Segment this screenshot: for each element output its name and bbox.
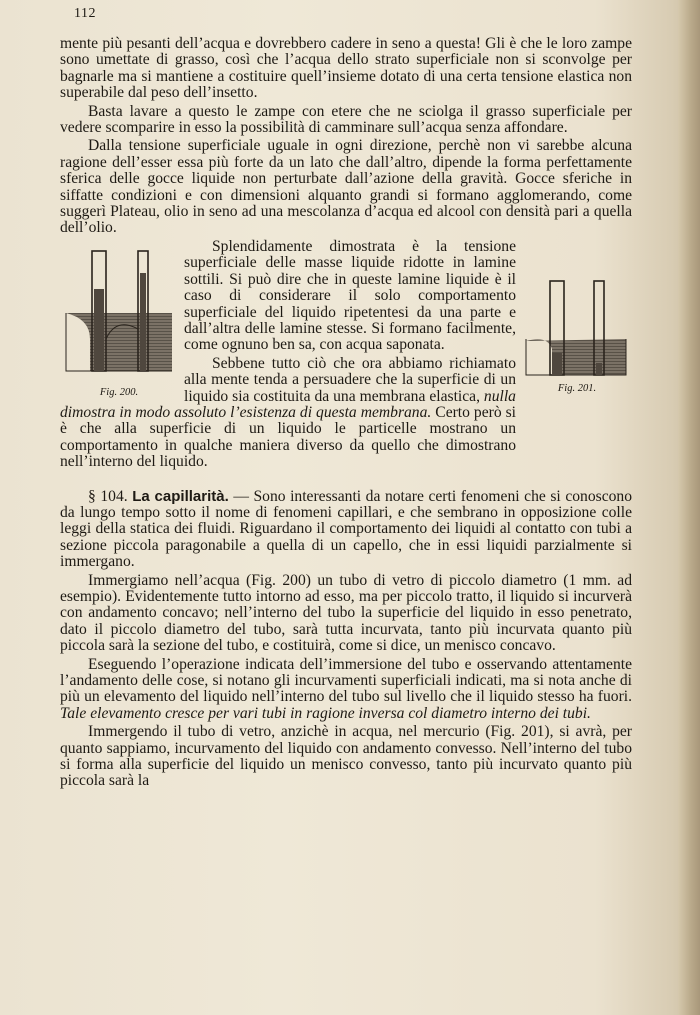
section-104 xyxy=(60,489,632,571)
paragraph-4c: Certo però si è che alla superficie di un liquido le particelle mostrano un comportamento in qualche maniera diverso da quello che dimostrano nell’interno del liquido. xyxy=(60,403,516,471)
section-title: La capillarità. xyxy=(132,487,229,505)
paragraph-6: Immergiamo nell’acqua (Fig. 200) un tubo di vetro di piccolo diametro (1 mm. ad esempio). Evidentemente tutto intorno ad esso, ma per piccolo tratto, il liquido si incurverà con andamento concavo; nell’interno del tubo la superficie del liquido in esso penetrato, dato il piccolo diametro del tubo, sarà tutta incurvata, tanto più incurvata quanto più piccola sarà la sezione del tubo, e costituirà, come si dice, un menisco concavo. xyxy=(60,571,632,655)
paragraph-7 xyxy=(60,657,632,723)
paragraph-3: Dalla tensione superficiale uguale in ogni direzione, perchè non vi sarebbe alcuna ragione dell’esser essa più forte da un lato che dall’altro, dipende la forma perfettamente sferica delle gocce liquide non perturbate dall’azione della gravità. Gocce sferiche in siffatte condizioni e con dimensioni alquanto grandi si formano agglomerando, come suggerì Plateau, olio in seno ad una mescolanza d’acqua ed alcool con densità pari a quella dell’olio. xyxy=(60,137,632,237)
paragraph-5: — Sono interessanti da notare certi fenomeni che si conoscono da lungo tempo sotto il nome di fenomeni capillari, e che sembrano in opposizione colle leggi della statica dei fluidi. Riguardano il comportamento dei liquidi al contatto con tubi a sezione piccola paragonabile a quella di un capello, che in essi liquidi parzialmente si immergano. xyxy=(60,487,633,571)
capillary-water-illustration xyxy=(60,243,178,383)
paragraph-4-emphasis: nulla dimostra in modo assoluto l’esistenza di questa membrana. xyxy=(60,387,516,421)
paragraph-7-emphasis: Tale elevamento cresce per vari tubi in ragione inversa col diametro interno dei tubi. xyxy=(60,704,591,722)
paragraph-8: Immergendo il tubo di vetro, anzichè in acqua, nel mercurio (Fig. 201), si avrà, per quanto sappiamo, incurvamento del liquido con andamento convesso. Nell’interno del tubo si forma alla superficie del liquido un menisco convesso, tanto più incurvato quanto più piccola sarà la xyxy=(60,723,632,790)
figure-201-caption: Fig. 201. xyxy=(557,382,597,394)
page-binding-edge xyxy=(678,0,700,1015)
capillary-mercury-illustration xyxy=(522,279,632,379)
section-number: § 104. xyxy=(88,487,128,505)
page-number: 112 xyxy=(74,6,96,21)
paragraph-7-text: Eseguendo l’operazione indicata dell’immersione del tubo e osservando attentamente l’andamento delle cose, si notano gli incurvamenti superficiali indicati, ma si nota anche di più un elevamento del liquido nell’interno del tubo sul livello che il liquido stesso ha fuori. xyxy=(60,655,632,706)
paragraph-4a: Splendidamente dimostrata è la tensione superficiale delle masse liquide ridotte in lamine sottili. Si può dire che in queste lamine liquide è il caso di considerare il solo comportamento superficiale del liquido ripetentesi da una parte e dall’altra delle lamine stesse. Si formano facilmente, come ognuno ben sa, con acqua saponata. xyxy=(184,237,516,354)
figure-200-caption: Fig. 200. xyxy=(99,386,139,398)
page-body xyxy=(60,36,632,792)
paragraph-2: Basta lavare a questo le zampe con etere che ne sciolga il grasso superficiale per vedere scomparire in esso la possibilità di camminare sull’acqua senza affondare. xyxy=(60,102,632,137)
figure-200 xyxy=(60,243,178,405)
paragraph-4b: Sebbene tutto ciò che ora abbiamo richiamato alla mente tenda a persuadere che la superficie di un liquido sia costituita da una membrana elastica, xyxy=(184,354,516,405)
paragraph-1: mente più pesanti dell’acqua e dovrebbero cadere in seno a questa! Gli è che le loro zampe sono umettate di grasso, così che l’acqua dello strato superficiale non si sconvolge per bagnarle ma si mantiene a costituire quell’insieme dotato di una certa tensione elastica non superabile dal peso dell’insetto. xyxy=(60,35,632,102)
figure-201 xyxy=(522,279,632,441)
